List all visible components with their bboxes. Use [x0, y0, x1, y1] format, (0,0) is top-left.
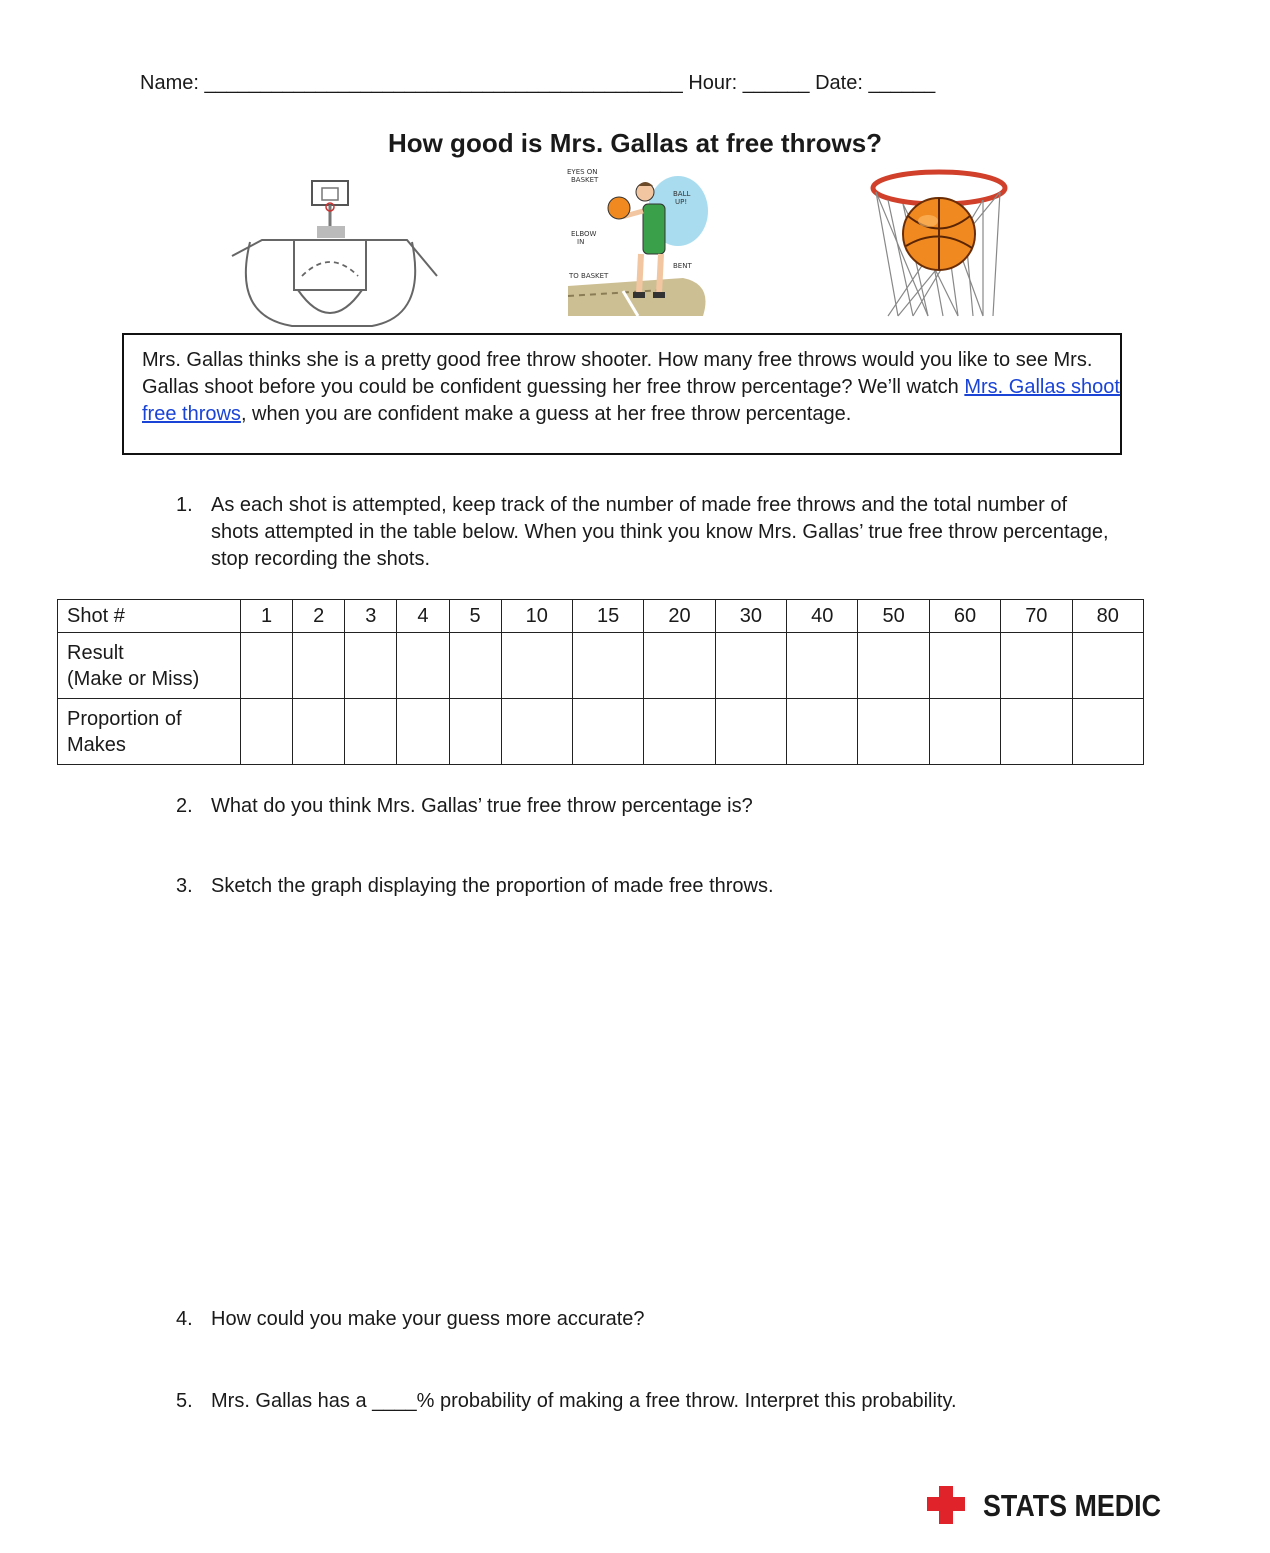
free-throw-shooter-illustration	[563, 166, 713, 330]
svg-text:BASKET: BASKET	[571, 176, 599, 184]
question-5	[176, 1388, 1116, 1415]
result-cell[interactable]	[644, 633, 715, 699]
proportion-cell[interactable]	[449, 699, 501, 765]
shot-number: 3	[345, 600, 397, 633]
question-1	[176, 492, 1116, 573]
shot-number: 20	[644, 600, 715, 633]
result-cell[interactable]	[241, 633, 293, 699]
shot-tracking-table	[57, 599, 1144, 765]
shot-number: 60	[929, 600, 1000, 633]
question-2	[176, 793, 1116, 820]
student-info-line	[140, 72, 935, 95]
basketball-court-illustration	[222, 176, 442, 332]
question-text: Mrs. Gallas has a ____% probability of making a free throw. Interpret this probability.	[211, 1390, 957, 1412]
result-cell[interactable]	[929, 633, 1000, 699]
question-text: How could you make your guess more accurate?	[211, 1308, 645, 1330]
proportion-cell[interactable]	[1072, 699, 1144, 765]
name-label: Name:	[140, 72, 205, 94]
shot-number: 4	[397, 600, 449, 633]
question-number: 5.	[176, 1390, 193, 1412]
hour-label: Hour:	[682, 72, 743, 94]
table-row	[58, 633, 1144, 699]
question-text: As each shot is attempted, keep track of the number of made free throws and the total number of shots attempted in the table below. When you think you know Mrs. Gallas’ true free throw percentage, stop recording the shots.	[211, 494, 1109, 570]
svg-text:IN: IN	[577, 238, 585, 246]
shot-number: 10	[501, 600, 572, 633]
question-number: 2.	[176, 795, 193, 817]
intro-text-end: , when you are confident make a guess at her free throw percentage.	[240, 403, 852, 425]
proportion-cell[interactable]	[345, 699, 397, 765]
svg-text:BENT: BENT	[673, 262, 692, 270]
shot-number: 50	[858, 600, 929, 633]
shot-number: 30	[715, 600, 786, 633]
date-field[interactable]: ______	[868, 72, 936, 94]
proportion-cell[interactable]	[241, 699, 293, 765]
proportion-cell[interactable]	[501, 699, 572, 765]
question-3	[176, 873, 1116, 900]
result-label-line2: (Make or Miss)	[67, 667, 200, 690]
question-number: 1.	[176, 494, 193, 516]
shot-number: 80	[1072, 600, 1144, 633]
svg-text:ELBOW: ELBOW	[571, 230, 597, 238]
result-cell[interactable]	[293, 633, 345, 699]
proportion-cell[interactable]	[644, 699, 715, 765]
proportion-cell[interactable]	[293, 699, 345, 765]
stats-medic-logo	[925, 1484, 1165, 1524]
shot-number: 1	[241, 600, 293, 633]
shot-number: 2	[293, 600, 345, 633]
result-cell[interactable]	[1072, 633, 1144, 699]
result-row-label	[58, 633, 241, 699]
name-field[interactable]: ___________________________________________	[204, 72, 683, 94]
question-4	[176, 1306, 1116, 1333]
video-link[interactable]: Mrs. Gallas shoot free throws	[142, 376, 1120, 425]
result-cell[interactable]	[787, 633, 858, 699]
shot-number: 70	[1001, 600, 1072, 633]
result-cell[interactable]	[858, 633, 929, 699]
table-row	[58, 699, 1144, 765]
intro-box	[122, 333, 1122, 455]
result-label-line1: Result	[67, 641, 124, 664]
result-cell[interactable]	[345, 633, 397, 699]
table-header-label: Shot #	[58, 600, 241, 633]
proportion-cell[interactable]	[572, 699, 643, 765]
medical-cross-icon	[925, 1484, 1165, 1524]
result-cell[interactable]	[449, 633, 501, 699]
result-cell[interactable]	[501, 633, 572, 699]
svg-text:UP!: UP!	[675, 198, 688, 206]
proportion-cell[interactable]	[858, 699, 929, 765]
shot-number: 15	[572, 600, 643, 633]
shot-number: 40	[787, 600, 858, 633]
date-label: Date:	[809, 72, 869, 94]
result-cell[interactable]	[397, 633, 449, 699]
proportion-cell[interactable]	[715, 699, 786, 765]
logo-text: STATS MEDIC	[983, 1488, 1161, 1523]
result-cell[interactable]	[1001, 633, 1072, 699]
question-text: Sketch the graph displaying the proportion of made free throws.	[211, 875, 774, 897]
proportion-label-line2: Makes	[67, 733, 126, 756]
hour-field[interactable]: ______	[742, 72, 810, 94]
question-text: What do you think Mrs. Gallas’ true free throw percentage is?	[211, 795, 753, 817]
shot-number: 5	[449, 600, 501, 633]
result-cell[interactable]	[715, 633, 786, 699]
question-number: 4.	[176, 1308, 193, 1330]
svg-text:BALL: BALL	[673, 190, 691, 198]
proportion-cell[interactable]	[929, 699, 1000, 765]
proportion-label-line1: Proportion of	[67, 707, 182, 730]
proportion-cell[interactable]	[1001, 699, 1072, 765]
svg-text:TO BASKET: TO BASKET	[569, 272, 609, 280]
page-title: How good is Mrs. Gallas at free throws?	[387, 128, 883, 158]
question-number: 3.	[176, 875, 193, 897]
svg-text:EYES ON: EYES ON	[567, 168, 598, 176]
proportion-cell[interactable]	[787, 699, 858, 765]
table-row	[58, 600, 1144, 633]
intro-text: Mrs. Gallas thinks she is a pretty good free throw shooter. How many free throws would you like to see Mrs. Gallas shoot before you could be confident guessing her free throw percentage? We’ll watch	[142, 349, 1093, 398]
proportion-row-label	[58, 699, 241, 765]
proportion-cell[interactable]	[397, 699, 449, 765]
result-cell[interactable]	[572, 633, 643, 699]
basketball-in-hoop-illustration	[868, 166, 1010, 318]
